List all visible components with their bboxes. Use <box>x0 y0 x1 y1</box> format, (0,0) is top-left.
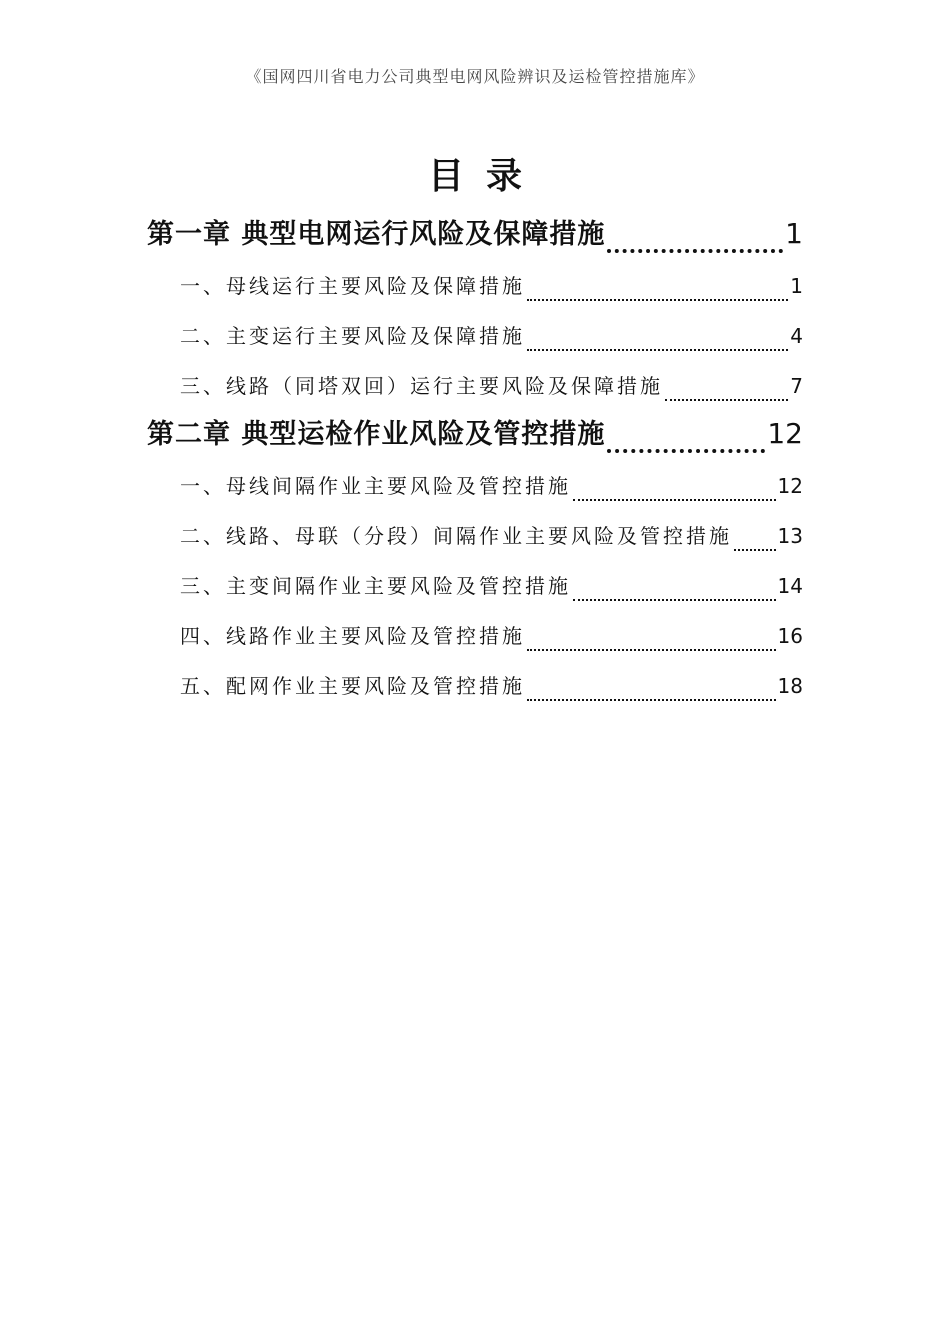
dot-leader <box>573 570 776 610</box>
toc-page-number: 1 <box>785 217 803 250</box>
dot-leader <box>607 412 765 462</box>
toc-entry-label: 第二章 典型运检作业风险及管控措施 <box>147 419 606 450</box>
toc-page-number: 1 <box>790 274 803 298</box>
toc-page-number: 18 <box>777 674 803 698</box>
toc-page-number: 7 <box>790 374 803 398</box>
dot-leader <box>527 620 776 660</box>
dot-leader <box>527 270 788 310</box>
dot-leader <box>573 470 776 510</box>
running-header: 《国网四川省电力公司典型电网风险辨识及运检管控措施库》 <box>245 67 705 86</box>
toc-section-2-5[interactable] <box>180 670 803 710</box>
toc-section-1-1[interactable] <box>180 270 803 310</box>
toc-chapter-1[interactable] <box>147 212 803 262</box>
toc-title: 目录 <box>427 155 544 197</box>
toc-chapter-2[interactable] <box>147 412 803 462</box>
toc-entry-label: 一、母线运行主要风险及保障措施 <box>180 274 525 298</box>
toc-page-number: 12 <box>777 474 803 498</box>
dot-leader <box>527 670 776 710</box>
toc-entry-label: 二、线路、母联（分段）间隔作业主要风险及管控措施 <box>180 524 732 548</box>
toc-entry-label: 二、主变运行主要风险及保障措施 <box>180 324 525 348</box>
toc-entry-label: 第一章 典型电网运行风险及保障措施 <box>147 219 606 250</box>
toc-entry-label: 五、配网作业主要风险及管控措施 <box>180 674 525 698</box>
toc-entry-label: 四、线路作业主要风险及管控措施 <box>180 624 525 648</box>
dot-leader <box>527 320 788 360</box>
toc-entry-label: 三、线路（同塔双回）运行主要风险及保障措施 <box>180 374 663 398</box>
toc-entry-label: 三、主变间隔作业主要风险及管控措施 <box>180 574 571 598</box>
toc-section-1-2[interactable] <box>180 320 803 360</box>
toc-page-number: 14 <box>777 574 803 598</box>
toc-entry-label: 一、母线间隔作业主要风险及管控措施 <box>180 474 571 498</box>
dot-leader <box>734 520 776 560</box>
toc-section-1-3[interactable] <box>180 370 803 410</box>
toc-section-2-4[interactable] <box>180 620 803 660</box>
dot-leader <box>607 212 783 262</box>
toc-section-2-2[interactable] <box>180 520 803 560</box>
toc-page-number: 12 <box>767 417 803 450</box>
toc-page-number: 4 <box>790 324 803 348</box>
toc-page-number: 13 <box>777 524 803 548</box>
toc-section-2-1[interactable] <box>180 470 803 510</box>
toc-page-number: 16 <box>777 624 803 648</box>
dot-leader <box>665 370 788 410</box>
toc-section-2-3[interactable] <box>180 570 803 610</box>
